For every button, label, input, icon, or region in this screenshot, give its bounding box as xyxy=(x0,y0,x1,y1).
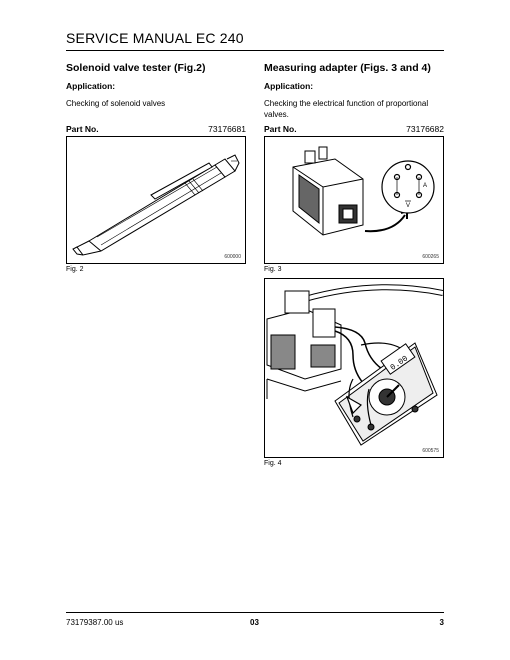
figure-4-code: 600575 xyxy=(422,448,439,454)
right-application-text-line2: valves. xyxy=(264,110,289,119)
left-part-label: Part No. xyxy=(66,124,99,134)
figure-4-measurement-setup xyxy=(264,278,444,458)
right-part-number: 73176682 xyxy=(406,124,444,134)
left-application-label: Application: xyxy=(66,81,116,91)
adapter-label-a: A xyxy=(423,183,428,189)
solenoid-tester-illustration xyxy=(67,137,245,263)
figure-2-solenoid-tester xyxy=(66,136,246,264)
right-application-text-line1: Checking the electrical function of proportional xyxy=(264,99,429,108)
left-heading: Solenoid valve tester (Fig.2) xyxy=(66,62,206,74)
footer-section: 03 xyxy=(250,618,259,627)
left-part-number: 73176681 xyxy=(208,124,246,134)
right-heading: Measuring adapter (Figs. 3 and 4) xyxy=(264,62,431,74)
figure-3-caption: Fig. 3 xyxy=(264,266,282,273)
multimeter-setup-illustration xyxy=(265,279,443,457)
right-part-label: Part No. xyxy=(264,124,297,134)
figure-3-code: 600265 xyxy=(422,254,439,260)
footer-rule xyxy=(66,612,444,613)
page-title: SERVICE MANUAL EC 240 xyxy=(66,30,244,46)
footer-page-number: 3 xyxy=(439,618,444,627)
figure-2-caption: Fig. 2 xyxy=(66,266,84,273)
figure-2-code: 600000 xyxy=(224,254,241,260)
figure-4-caption: Fig. 4 xyxy=(264,460,282,467)
footer-doc-number: 73179387.00 us xyxy=(66,618,124,627)
measuring-adapter-illustration xyxy=(265,137,443,263)
figure-3-measuring-adapter xyxy=(264,136,444,264)
adapter-label-v: V xyxy=(406,203,411,209)
right-application-label: Application: xyxy=(264,81,314,91)
left-application-text: Checking of solenoid valves xyxy=(66,99,166,108)
header-rule xyxy=(66,50,444,51)
multimeter-display-glyphs: 0.00 xyxy=(388,354,410,373)
